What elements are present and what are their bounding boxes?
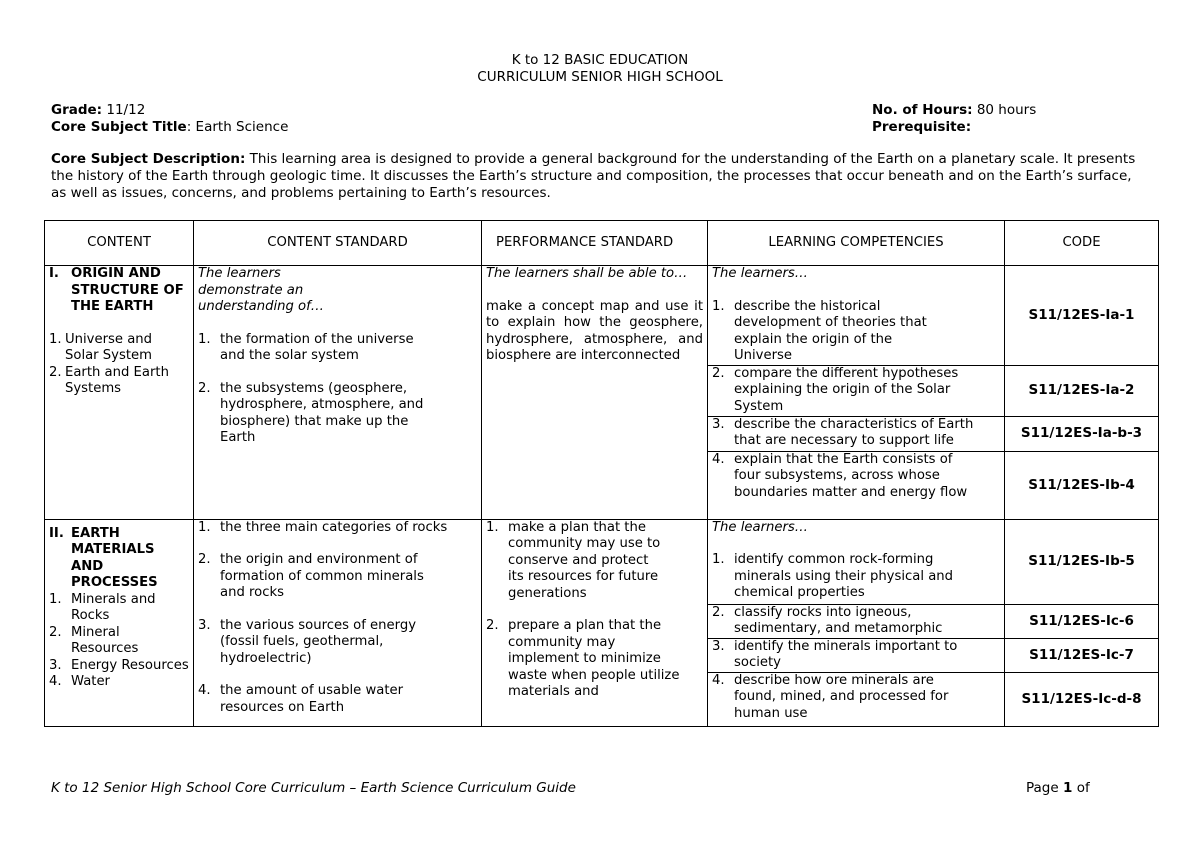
code-cell: S11/12ES-Ia-b-3 bbox=[1005, 416, 1159, 451]
competency-cell: 3. identify the minerals important to society bbox=[708, 638, 1005, 672]
code-cell: S11/12ES-Ic-6 bbox=[1005, 604, 1159, 638]
page-label: Page bbox=[1026, 780, 1059, 796]
description-text: This learning area is designed to provide a general background for the understanding of the Earth on a planetary scale. It presents the history of the Earth through geologic time. It discusses the Earth’s structure and composition, the processes that occur beneath and on the Earth’s surface, as well as issues, concerns, and problems pertaining to Earth’s resources. bbox=[51, 151, 1136, 201]
competency-intro: The learners… bbox=[712, 266, 808, 281]
section2-title: EARTH MATERIALS AND PROCESSES bbox=[71, 525, 158, 590]
page-number: 1 bbox=[1062, 780, 1073, 796]
code-cell: S11/12ES-Ia-1 bbox=[1005, 266, 1159, 366]
code-cell: S11/12ES-Ia-2 bbox=[1005, 365, 1159, 416]
list-item: 2. Earth and Earth Systems bbox=[49, 364, 169, 396]
doc-title-line2: CURRICULUM SENIOR HIGH SCHOOL bbox=[477, 69, 723, 85]
prereq-line bbox=[872, 119, 971, 135]
hours-label: No. of Hours: bbox=[872, 102, 973, 118]
competency-cell: 4. explain that the Earth consists of four subsystems, across whose boundaries matter and energy flow bbox=[708, 451, 1005, 519]
header-code: CODE bbox=[1005, 221, 1159, 266]
footer-page bbox=[1026, 780, 1090, 796]
list-item: 4. Water bbox=[49, 674, 110, 689]
grade-line bbox=[51, 102, 145, 118]
grade-label: Grade: bbox=[51, 102, 103, 118]
page-of: of bbox=[1076, 780, 1090, 796]
list-item: 1. Universe and Solar System bbox=[49, 331, 153, 363]
subject-line bbox=[51, 119, 288, 135]
code-cell: S11/12ES-Ic-7 bbox=[1005, 638, 1159, 672]
section1-title: ORIGIN AND STRUCTURE OF THE EARTH bbox=[71, 266, 184, 314]
header-performance-standard: PERFORMANCE STANDARD bbox=[482, 221, 708, 266]
table-header-row bbox=[45, 221, 1159, 266]
table-row bbox=[45, 519, 1159, 604]
code-cell: S11/12ES-Ib-4 bbox=[1005, 451, 1159, 519]
content-standard-cell-s2 bbox=[194, 519, 482, 726]
curriculum-table bbox=[44, 220, 1159, 727]
list-item: 2. prepare a plan that the community may implement to minimize waste when people utilize materials and bbox=[486, 618, 680, 699]
list-item: 2. Mineral Resources bbox=[49, 624, 139, 656]
header-content: CONTENT bbox=[45, 221, 194, 266]
list-item: 1. describe the historical development of theories that explain the origin of the Universe bbox=[712, 298, 927, 363]
list-item: 2. the origin and environment of formation of common minerals and rocks bbox=[198, 552, 424, 600]
header-content-standard: CONTENT STANDARD bbox=[194, 221, 482, 266]
subject-value: : Earth Science bbox=[186, 119, 289, 135]
list-item: 1. make a plan that the community may use to conserve and protect its resources for future generations bbox=[486, 519, 661, 601]
table-row bbox=[45, 266, 1159, 366]
content-cell-s1 bbox=[45, 266, 194, 520]
list-item: 4. the amount of usable water resources on Earth bbox=[198, 683, 404, 715]
competency-cell bbox=[708, 519, 1005, 604]
header-learning-competencies: LEARNING COMPETENCIES bbox=[708, 221, 1005, 266]
subject-label: Core Subject Title bbox=[51, 119, 187, 135]
code-cell: S11/12ES-Ic-d-8 bbox=[1005, 672, 1159, 726]
section2-num: II. bbox=[49, 525, 64, 541]
content-cell-s2 bbox=[45, 519, 194, 726]
hours-line bbox=[872, 102, 1036, 118]
list-item: 2. the subsystems (geosphere, hydrosphere, atmosphere, and biosphere) that make up the Earth bbox=[198, 380, 424, 445]
footer-title: K to 12 Senior High School Core Curriculum – Earth Science Curriculum Guide bbox=[51, 780, 576, 796]
performance-intro: The learners shall be able to… bbox=[486, 266, 688, 281]
competency-cell: 3. describe the characteristics of Earth that are necessary to support life bbox=[708, 416, 1005, 451]
competency-cell: 4. describe how ore minerals are found, mined, and processed for human use bbox=[708, 672, 1005, 726]
list-item: 3. Energy Resources bbox=[49, 657, 189, 673]
list-item: 3. the various sources of energy (fossil fuels, geothermal, hydroelectric) bbox=[198, 617, 417, 666]
section1-num: I. bbox=[49, 266, 59, 281]
content-standard-cell-s1 bbox=[194, 266, 482, 520]
prereq-label: Prerequisite: bbox=[872, 119, 972, 135]
standard-intro: The learners demonstrate an understanding of… bbox=[198, 266, 324, 314]
list-item: 1. identify common rock-forming minerals using their physical and chemical properties bbox=[712, 552, 954, 600]
list-item: 1. the three main categories of rocks bbox=[198, 519, 448, 535]
performance-text: make a concept map and use it to explain how the geosphere, hydrosphere, atmosphere, and biosphere are interconnected bbox=[486, 298, 703, 363]
grade-value: 11/12 bbox=[106, 102, 146, 118]
performance-cell-s1 bbox=[482, 266, 708, 520]
description-label: Core Subject Description: bbox=[51, 151, 246, 167]
competency-cell: 2. compare the different hypotheses explaining the origin of the Solar System bbox=[708, 365, 1005, 416]
performance-cell-s2 bbox=[482, 519, 708, 726]
code-cell: S11/12ES-Ib-5 bbox=[1005, 519, 1159, 604]
list-item: 1. the formation of the universe and the solar system bbox=[198, 331, 414, 363]
subject-description bbox=[51, 151, 1151, 202]
competency-cell bbox=[708, 266, 1005, 366]
list-item: 1. Minerals and Rocks bbox=[49, 591, 156, 623]
hours-value: 80 hours bbox=[976, 102, 1037, 118]
competency-intro: The learners… bbox=[712, 519, 808, 535]
doc-title-line1: K to 12 BASIC EDUCATION bbox=[511, 52, 689, 68]
competency-cell: 2. classify rocks into igneous, sedimentary, and metamorphic bbox=[708, 604, 1005, 638]
